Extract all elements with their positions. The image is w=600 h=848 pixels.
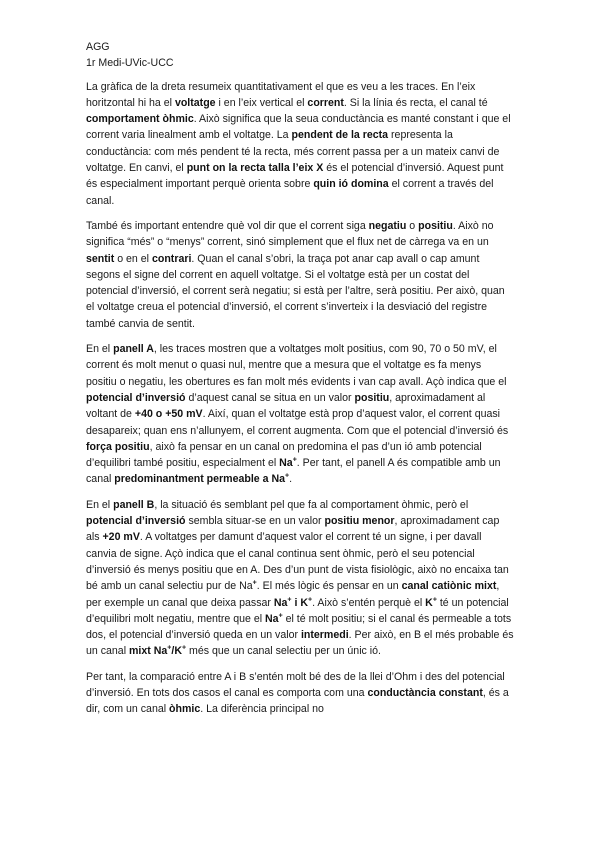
text-run: . Per tant, el panell A és compatible amb un canal <box>86 457 501 486</box>
paragraph-2 <box>86 218 514 332</box>
superscript-charge: + <box>252 579 257 587</box>
bold-term: contrari <box>151 252 192 265</box>
text-run: , aproximadament cap als <box>86 515 500 544</box>
paragraph-4 <box>86 497 514 660</box>
text-run: També és important entendre què vol dir que el corrent siga <box>86 219 369 232</box>
text-run: . Quan el canal s’obri, la traça pot anar cap avall o cap amunt segons el signe del corrent en aquell voltatge. Si el voltatge està per un costat del potencial d’inversió, el corrent serà negatiu; si està per l’altre, serà positiu. Per això, quan el voltatge creua el potencial d’inversió, el corrent s’inverteix i la desviació del registre també canvia de sentit. <box>86 252 505 330</box>
text-run: , aproximadament al voltant de <box>86 391 486 421</box>
text-run: La gràfica de la dreta resumeix quantitativament el que es veu a les traces. En l’eix horitzontal hi ha el <box>86 80 476 109</box>
text-run: . Això no significa “més” o “menys” corrent, sinó simplement que el flux net de càrrega va en un <box>86 219 494 249</box>
text-run: . El més lògic és pensar en un <box>256 580 402 593</box>
bold-term: Na <box>279 457 293 470</box>
bold-term: comportament òhmic <box>86 113 194 126</box>
text-run: Per tant, la comparació entre A i B s’entén molt bé des de la llei d’Ohm i des del potencial d’inversió. En tots dos casos el canal es comporta com una <box>86 670 505 699</box>
bold-term: sentit <box>86 252 115 265</box>
bold-term: positiu menor <box>324 515 395 528</box>
bold-term: mixt Na <box>129 645 168 658</box>
bold-term: predominantment permeable a Na <box>114 473 286 486</box>
text-run: és el potencial d’inversió. Aquest punt és especialment important perquè orienta sobre <box>86 162 504 191</box>
paragraph-1 <box>86 79 514 209</box>
superscript-charge: + <box>287 595 292 603</box>
text-run: , les traces mostren que a voltatges molt positius, com 90, 70 o 50 mV, el corrent és molt menut o quasi nul, mentre que a mesura que el voltatge es fa menys positiu o negatiu, les obertures es fan molt més evidents i van cap avall. Açò indica que el <box>86 343 507 388</box>
bold-term: panell A <box>113 343 154 356</box>
bold-term: quin ió domina <box>313 178 389 191</box>
text-run: , la situació és semblant pel que fa al comportament òhmic, però el <box>154 498 469 511</box>
bold-term: potencial d’inversió <box>86 391 186 404</box>
text-run: té un potencial d’equilibri molt negatiu, mentre que el <box>86 596 509 625</box>
text-run: i en l’eix vertical el <box>215 96 308 109</box>
superscript-charge: + <box>181 644 187 652</box>
text-run: . Per això, en B el més probable és un canal <box>86 629 514 658</box>
text-run: En el <box>86 343 114 356</box>
bold-term: intermedi <box>300 629 349 642</box>
bold-term: Na <box>273 596 288 609</box>
bold-term: +40 o +50 mV <box>134 408 203 421</box>
text-run: . A voltatges per damunt d’aquest valor el corrent té un signe, i per davall canvia de signe. Açò indica que el canal continua sent òhmic, però el seu potencial d’inversió és menys positiu que en A. Des d’un punt de vista fisiològic, això no encaixa tan bé amb un canal selectiu pur de Na <box>86 531 509 593</box>
text-run: d’aquest canal se situa en un valor <box>185 391 355 404</box>
bold-term: /K <box>171 645 182 658</box>
bold-term: punt on la recta talla l’eix X <box>186 162 324 175</box>
text-run: . La diferència principal no <box>200 703 324 716</box>
bold-term: Na <box>265 612 279 625</box>
superscript-charge: + <box>292 456 297 464</box>
text-run: , és a dir, com un canal <box>86 686 509 716</box>
bold-term: positiu <box>418 219 453 232</box>
bold-term: corrent <box>307 96 344 109</box>
bold-term: òhmic <box>169 703 201 716</box>
superscript-charge: + <box>167 644 172 652</box>
bold-term: potencial d’inversió <box>86 515 186 528</box>
bold-term: +20 mV <box>102 531 140 544</box>
bold-term: K <box>425 596 433 609</box>
document-body <box>86 79 514 718</box>
text-run: . <box>289 473 293 486</box>
bold-term: conductància constant <box>367 686 483 699</box>
text-run: , això fa pensar en un canal on predomina el pas d’un ió amb potencial d’equilibri també positiu, especialment el <box>86 440 482 470</box>
text-run: sembla situar-se en un valor <box>185 515 325 528</box>
text-run: . Així, quan el voltatge està prop d’aquest valor, el corrent quasi desapareix; quan ens n’allunyem, el corrent augmenta. Com que el potencial d’inversió és <box>86 408 509 437</box>
text-run: . Això s’entén perquè el <box>312 596 426 609</box>
text-run: , per exemple un canal que deixa passar <box>86 580 500 609</box>
text-run: o en el <box>114 252 152 265</box>
bold-term: negatiu <box>368 219 407 232</box>
course-line: 1r Medi-UVic-UCC <box>86 57 174 70</box>
text-run: En el <box>86 498 114 511</box>
text-run: el té molt positiu; si el canal és permeable a tots dos, el potencial d’inversió queda en un valor <box>86 612 512 642</box>
text-run: més que un canal selectiu per un únic ió. <box>186 645 381 658</box>
document-header <box>86 39 514 72</box>
bold-term: pendent de la recta <box>291 129 389 142</box>
text-run: o <box>406 219 419 232</box>
bold-term: canal catiònic mixt <box>401 580 497 593</box>
superscript-charge: + <box>278 612 283 620</box>
text-run: representa la conductància: com més pendent té la recta, més corrent passa per a un mateix canvi de voltatge. En canvi, el <box>86 129 500 175</box>
bold-term: panell B <box>113 498 155 511</box>
text-run: . Si la línia és recta, el canal té <box>343 96 488 109</box>
paragraph-5 <box>86 669 514 718</box>
author-initials: AGG <box>86 41 110 53</box>
text-run: . Això significa que la seua conductància es manté constant i que el corrent varia linealment amb el voltatge. La <box>86 113 511 142</box>
superscript-charge: + <box>285 472 290 480</box>
superscript-charge: + <box>432 595 437 603</box>
bold-term: força positiu <box>86 440 150 453</box>
superscript-charge: + <box>308 595 313 603</box>
text-run: el corrent a través del canal. <box>86 178 494 207</box>
bold-term: voltatge <box>174 96 216 109</box>
paragraph-3 <box>86 341 514 488</box>
bold-term: positiu <box>354 391 390 404</box>
bold-term: i K <box>291 596 308 609</box>
